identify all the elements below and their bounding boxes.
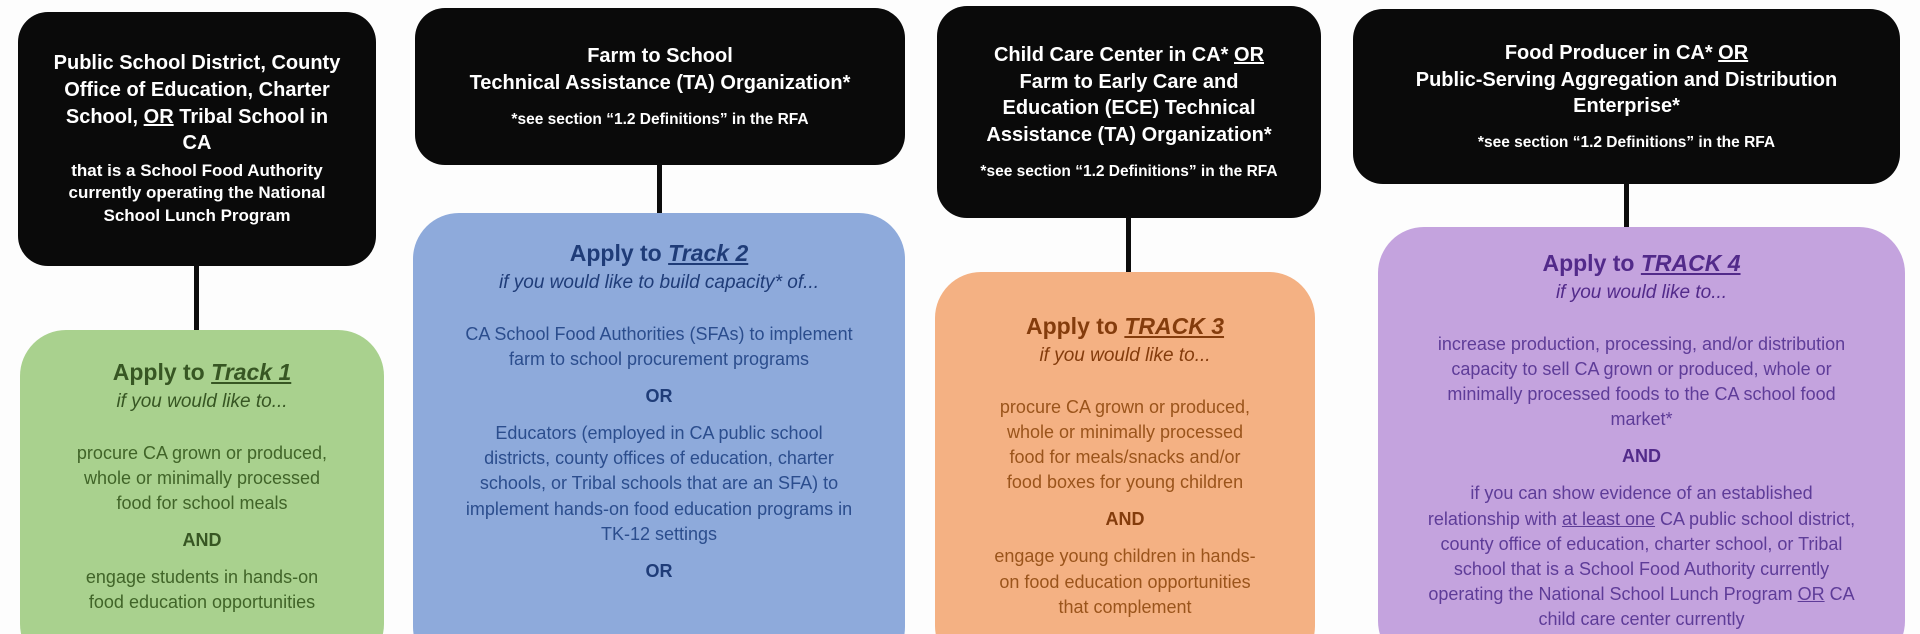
- apply-prefix: Apply to: [569, 240, 669, 266]
- track-label: Track 1: [211, 359, 292, 385]
- panel-body: [70, 441, 334, 616]
- apply-heading: [991, 312, 1259, 342]
- entity-note: *see section “1.2 Definitions” in the RFA: [511, 110, 809, 128]
- or-underlined: OR: [143, 105, 174, 128]
- heading-text: Food Producer in CA*: [1504, 42, 1719, 65]
- heading-text: Farm to School: [587, 45, 733, 68]
- entity-heading: [973, 42, 1285, 148]
- apply-prefix: Apply to: [1025, 313, 1125, 339]
- conjunction: OR: [645, 385, 673, 406]
- conjunction: OR: [645, 561, 673, 582]
- entity-heading: [50, 50, 344, 156]
- panel-body: [1426, 332, 1857, 633]
- entity-box-track-3: [937, 6, 1321, 218]
- connector-track-4: [1624, 182, 1629, 229]
- condition-text: if you would like to...: [116, 390, 288, 412]
- or-underlined: OR: [1234, 44, 1265, 67]
- at-least-one-underlined: at least one: [1561, 508, 1656, 529]
- heading-text: Technical Assistance (TA) Organization*: [469, 71, 851, 94]
- conjunction: AND: [182, 530, 222, 551]
- connector-track-2: [657, 163, 662, 215]
- heading-text: Public-Serving Aggregation and Distribution Enterprise*: [1415, 68, 1838, 118]
- body-text: if you can show evidence of an established relationship with: [1427, 483, 1813, 529]
- track-label: Track 2: [668, 240, 749, 266]
- connector-track-1: [194, 264, 199, 332]
- body-paragraph: CA School Food Authorities (SFAs) to implement farm to school procurement programs: [465, 323, 853, 369]
- heading-text: Public School District, County Office of Education, Charter School,: [53, 52, 341, 128]
- apply-heading: [70, 358, 334, 388]
- body-paragraph: increase production, processing, and/or distribution capacity to sell CA grown or produced, whole or minimally processed foods to the CA school food market*: [1437, 333, 1846, 430]
- conjunction: AND: [1622, 446, 1661, 467]
- entity-note: *see section “1.2 Definitions” in the RFA: [980, 162, 1278, 180]
- entity-note: *see section “1.2 Definitions” in the RFA: [1477, 133, 1776, 151]
- condition-text: if you would like to build capacity* of...: [498, 271, 819, 293]
- conjunction: AND: [1105, 509, 1145, 530]
- heading-text: Farm to Early Care and Education (ECE) Technical Assistance (TA) Organization*: [986, 70, 1272, 147]
- condition-text: if you would like to...: [1039, 344, 1211, 366]
- or-underlined: OR: [1718, 42, 1749, 65]
- heading-text: Child Care Center in CA*: [993, 44, 1235, 67]
- apply-heading: [1426, 249, 1857, 279]
- track-label: TRACK 3: [1124, 313, 1225, 339]
- body-text: CA public school district, county office of education, charter school, or Tribal school that is a School Food Authority currently operating the National School Lunch Program: [1428, 508, 1856, 605]
- panel-track-1: [20, 330, 384, 634]
- panel-track-2: [413, 213, 905, 634]
- panel-body: [465, 322, 853, 585]
- connector-track-3: [1126, 216, 1131, 274]
- heading-text: Tribal School in CA: [173, 105, 329, 155]
- panel-track-4: [1378, 227, 1905, 634]
- body-paragraph: procure CA grown or produced, whole or minimally processed food for school meals: [76, 442, 328, 513]
- body-paragraph: [1426, 481, 1857, 632]
- entity-box-track-2: [415, 8, 905, 165]
- or-underlined: OR: [1797, 584, 1825, 605]
- body-paragraph: engage students in hands-on food education opportunities: [85, 567, 319, 613]
- apply-heading: [465, 239, 853, 269]
- track-label: TRACK 4: [1640, 250, 1741, 276]
- entity-box-track-4: [1353, 9, 1900, 184]
- entity-heading: [1383, 40, 1870, 120]
- entity-subheading: that is a School Food Authority currently operating the National School Lunch Program: [68, 160, 326, 225]
- body-paragraph: procure CA grown or produced, whole or minimally processed food for meals/snacks and/or food boxes for young children: [999, 396, 1251, 493]
- apply-prefix: Apply to: [1542, 250, 1641, 276]
- body-paragraph: Educators (employed in CA public school districts, county offices of education, charter schools, or Tribal schools that are an SFA) to implement hands-on food education programs in TK-12 settings: [465, 423, 853, 544]
- entity-heading: [470, 43, 851, 96]
- condition-text: if you would like to...: [1555, 281, 1728, 303]
- panel-body: [991, 395, 1259, 621]
- body-text: CA child care center currently: [1538, 584, 1855, 630]
- body-paragraph: engage young children in hands-on food education opportunities that complement: [994, 546, 1256, 617]
- apply-prefix: Apply to: [112, 359, 212, 385]
- entity-box-track-1: [18, 12, 376, 266]
- panel-track-3: [935, 272, 1315, 634]
